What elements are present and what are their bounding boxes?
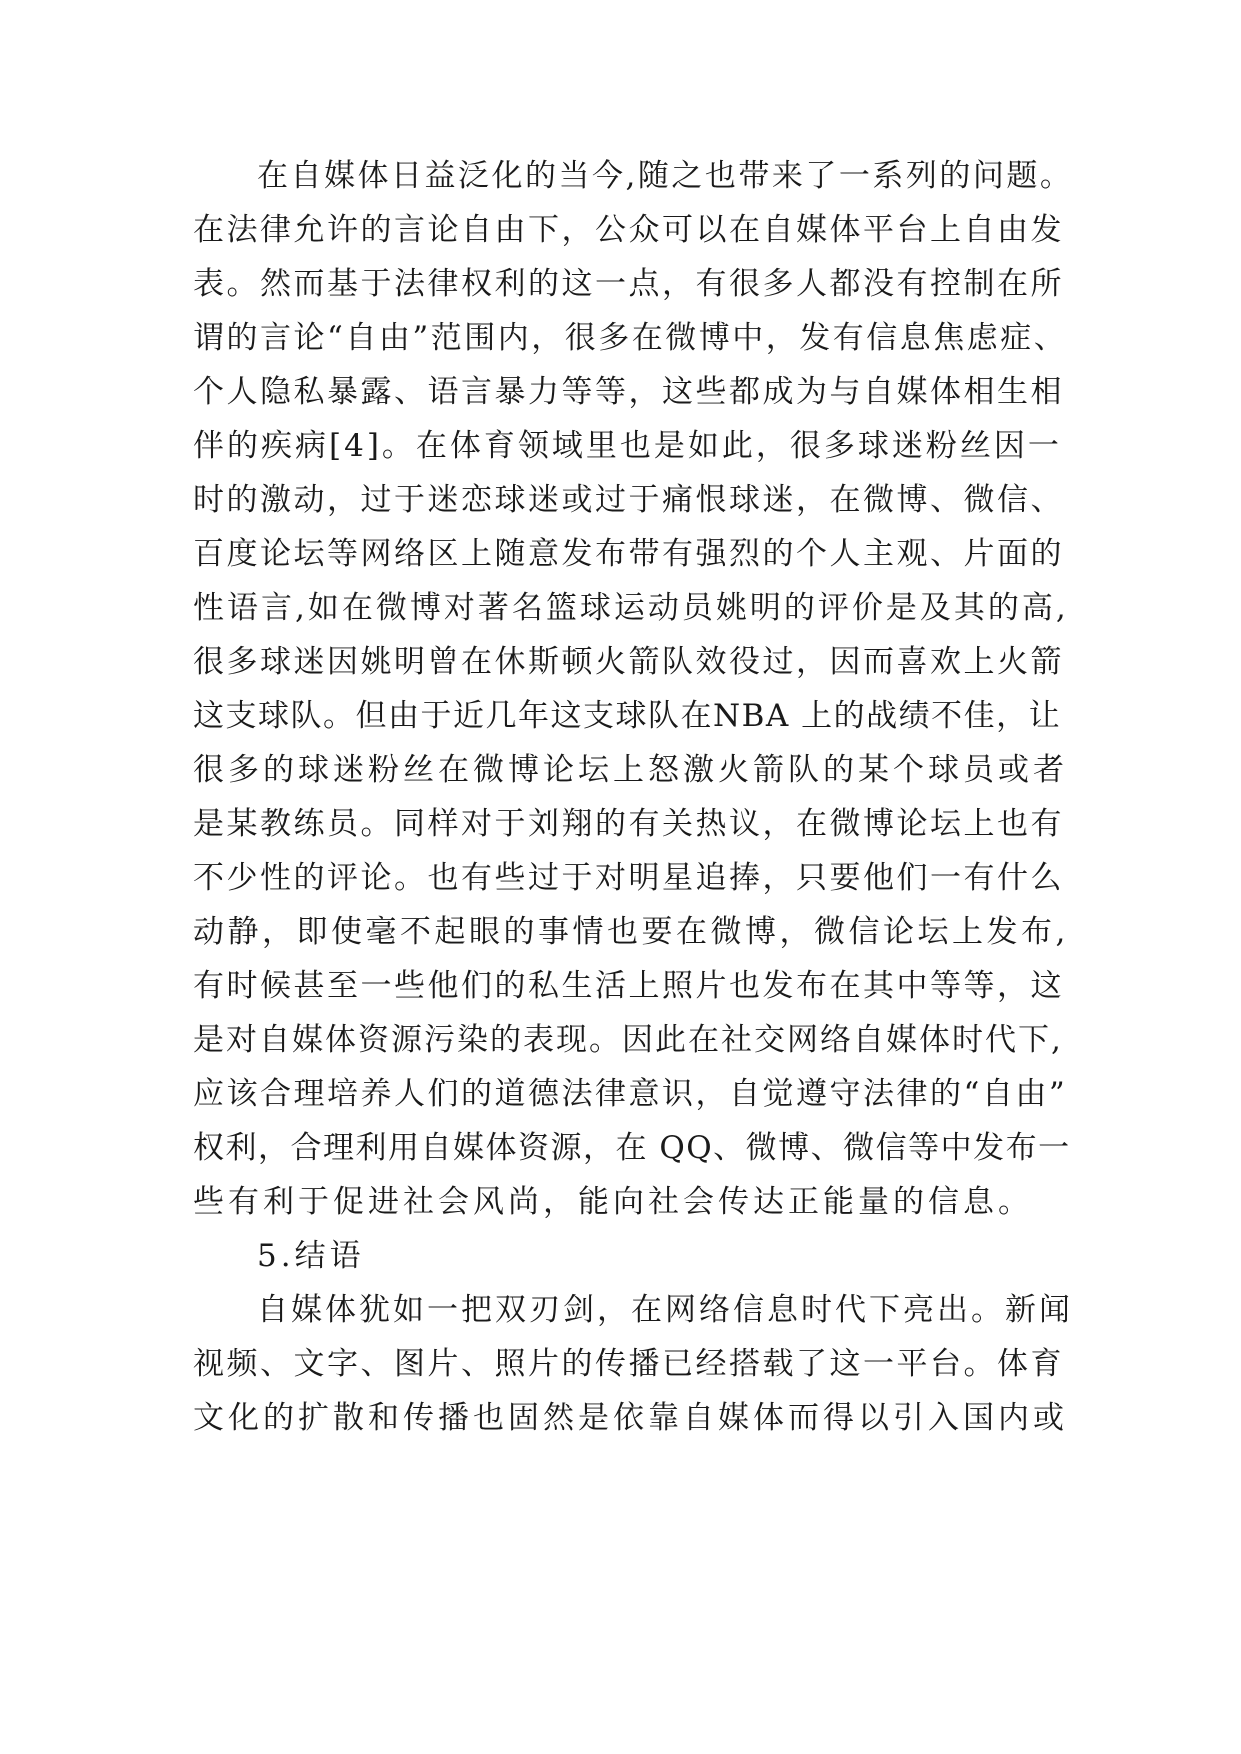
paragraph-line: 在自媒体日益泛化的当今,随之也带来了一系列的问题。 xyxy=(257,158,1074,194)
paragraph-line: 百度论坛等网络区上随意发布带有强烈的个人主观、片面的 xyxy=(193,536,1064,572)
paragraph-line: 有时候甚至一些他们的私生活上照片也发布在其中等等，这 xyxy=(193,968,1064,1004)
paragraph-line: 这支球队。但由于近几年这支球队在NBA 上的战绩不佳，让 xyxy=(193,698,1062,734)
paragraph-line: 动静，即使毫不起眼的事情也要在微博，微信论坛上发布, xyxy=(193,914,1069,950)
paragraph-line: 不少性的评论。也有些过于对明星追捧，只要他们一有什么 xyxy=(193,860,1064,896)
paragraph-line: 是对自媒体资源污染的表现。因此在社交网络自媒体时代下, xyxy=(193,1022,1063,1058)
paragraph-line: 权利，合理利用自媒体资源，在 QQ、微博、微信等中发布一 xyxy=(193,1130,1071,1166)
paragraph-line: 很多球迷因姚明曾在休斯顿火箭队效役过，因而喜欢上火箭 xyxy=(193,644,1064,680)
paragraph-line: 时的激动，过于迷恋球迷或过于痛恨球迷，在微博、微信、 xyxy=(193,482,1064,518)
paragraph-line: 文化的扩散和传播也固然是依靠自媒体而得以引入国内或 xyxy=(193,1400,1068,1436)
paragraph-line: 应该合理培养人们的道德法律意识，自觉遵守法律的“自由” xyxy=(193,1076,1068,1112)
paragraph-line: 自媒体犹如一把双刃剑，在网络信息时代下亮出。新闻 xyxy=(257,1292,1073,1328)
paragraph-line: 些有利于促进社会风尚，能向社会传达正能量的信息。 xyxy=(193,1184,1033,1220)
paragraph-line: 是某教练员。同样对于刘翔的有关热议，在微博论坛上也有 xyxy=(193,806,1064,842)
paragraph-line: 性语言,如在微博对著名篮球运动员姚明的评价是及其的高, xyxy=(193,590,1069,626)
paragraph-line: 视频、文字、图片、照片的传播已经搭载了这一平台。体育 xyxy=(193,1346,1064,1382)
paragraph-line: 个人隐私暴露、语言暴力等等，这些都成为与自媒体相生相 xyxy=(193,374,1064,410)
paragraph-line: 表。然而基于法律权利的这一点，有很多人都没有控制在所 xyxy=(193,266,1064,302)
paragraph-line: 谓的言论“自由”范围内，很多在微博中，发有信息焦虑症、 xyxy=(193,320,1068,356)
section-heading: 5.结语 xyxy=(257,1238,365,1274)
paragraph-line: 很多的球迷粉丝在微博论坛上怒激火箭队的某个球员或者 xyxy=(193,752,1068,788)
paragraph-line: 伴的疾病[4]。在体育领域里也是如此，很多球迷粉丝因一 xyxy=(193,428,1062,464)
paragraph-line: 在法律允许的言论自由下，公众可以在自媒体平台上自由发 xyxy=(193,212,1064,248)
